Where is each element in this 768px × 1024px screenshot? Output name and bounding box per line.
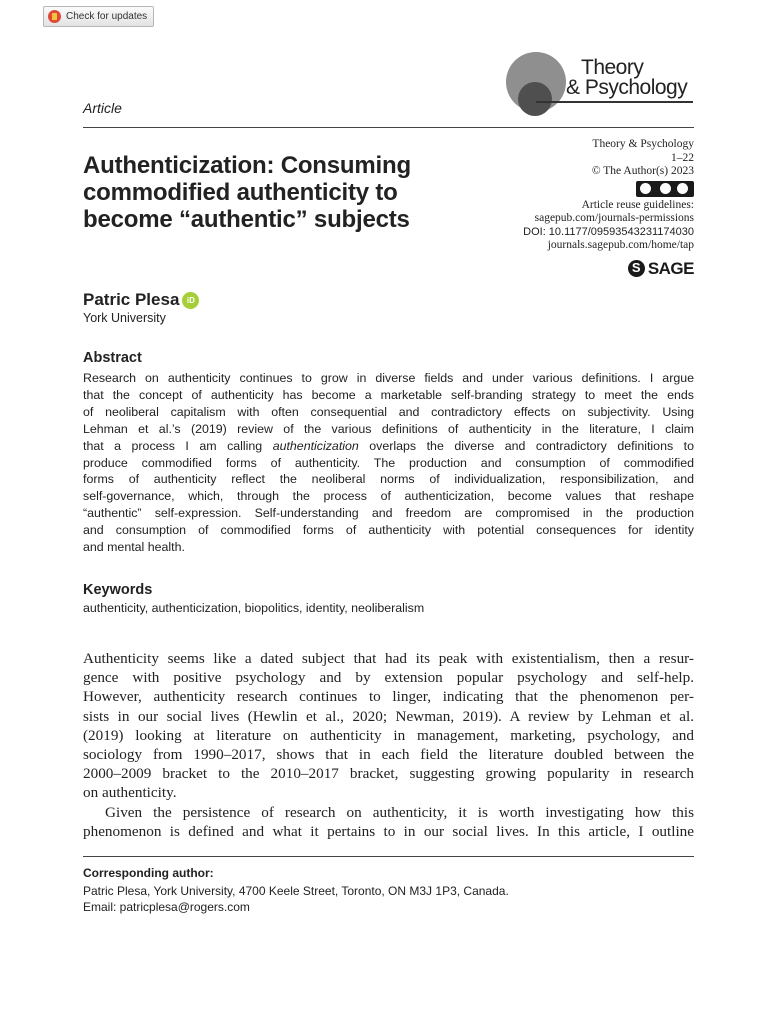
article-body	[83, 649, 694, 841]
body-line: Given the persistence of research on authenticity, it is worth investigating how this	[105, 803, 694, 821]
header-divider	[83, 127, 694, 128]
body-line: on authenticity.	[83, 784, 177, 802]
creative-commons-license-icon[interactable]	[636, 181, 694, 197]
abstract-line: produce commodified forms of authenticity. The production and consumption of commodified	[83, 455, 694, 470]
body-line: sists in our social lives (Hewlin et al., 2020; Newman, 2019). A review by Lehman et al.	[83, 707, 694, 725]
publication-metadata	[523, 138, 694, 282]
body-line: sociology from 1990–2017, shows that in each field the literature doubled between the	[83, 746, 694, 764]
abstract-line: self-governance, which, through the process of authenticization, become values that reshape	[83, 489, 694, 504]
body-line: (2019) looking at literature on authenticity in management, marketing, psychology, and	[83, 726, 694, 744]
abstract-line: Lehman et al.’s (2019) review of the various definitions of authenticity in the literature, I claim	[83, 421, 694, 436]
journal-home-link[interactable]: journals.sagepub.com/home/tap	[547, 239, 694, 251]
abstract-line: and mental health.	[83, 540, 185, 555]
logo-text-line2: & Psychology	[566, 76, 688, 99]
footnote-divider	[83, 856, 694, 857]
abstract-line: forms of authenticity reflect the neoliberal norms of individualization, responsibilization, and	[83, 472, 694, 487]
sage-icon	[628, 260, 645, 277]
reuse-guidelines-link[interactable]: sagepub.com/journals-permissions	[534, 212, 694, 224]
check-for-updates-label: Check for updates	[66, 11, 148, 22]
abstract-line: of neoliberal capitalism with often consequential and contradictory effects on subjectivity. Using	[83, 404, 694, 419]
title-line: commodified authenticity to	[83, 179, 398, 206]
keywords-heading: Keywords	[83, 582, 153, 598]
abstract-line: that a process I am calling authenticization overlaps the diverse and contradictory definitions to	[83, 438, 694, 453]
abstract-body	[83, 370, 694, 556]
keywords-list: authenticity, authenticization, biopolitics, identity, neoliberalism	[83, 601, 425, 615]
crossmark-icon	[48, 10, 61, 23]
sage-logo	[628, 259, 694, 279]
body-line: However, authenticity research continues to linger, indicating that the phenomenon per-	[83, 688, 694, 706]
logo-circle-small	[518, 82, 552, 116]
orcid-icon[interactable]: iD	[182, 292, 199, 309]
logo-text-line1: Theory	[581, 56, 644, 79]
body-line: 2000–2009 bracket to the 2010–2017 bracket, suggesting growing popularity in research	[83, 765, 694, 783]
corresponding-author-heading: Corresponding author:	[83, 866, 214, 880]
doi[interactable]: DOI: 10.1177/09593543231174030	[523, 225, 694, 238]
copyright: © The Author(s) 2023	[591, 165, 694, 177]
corresponding-author-email[interactable]: Email: patricplesa@rogers.com	[83, 900, 250, 914]
journal-name: Theory & Psychology	[592, 138, 694, 150]
article-title	[83, 152, 503, 233]
emphasized-term: authenticization	[272, 438, 359, 453]
title-line: become “authentic” subjects	[83, 206, 410, 233]
page-range: 1–22	[671, 151, 694, 164]
reuse-guidelines-label: Article reuse guidelines:	[581, 198, 694, 211]
abstract-line: Research on authenticity continues to grow in diverse fields and under various definitions. I argue	[83, 371, 694, 385]
author-affiliation: York University	[83, 311, 166, 325]
author-name: Patric Plesa	[83, 290, 180, 309]
article-type-label: Article	[83, 100, 122, 116]
body-line: gence with positive psychology and by extension popular psychology and self-help.	[83, 669, 694, 687]
abstract-heading: Abstract	[83, 350, 142, 366]
corresponding-author-address: Patric Plesa, York University, 4700 Keele Street, Toronto, ON M3J 1P3, Canada.	[83, 884, 509, 898]
corresponding-author-details	[83, 883, 509, 915]
title-line: Authenticization: Consuming	[83, 152, 411, 179]
body-line: Authenticity seems like a dated subject that had its peak with existentialism, then a resur-	[83, 650, 694, 667]
abstract-line: and consumption of commodified forms of authenticity with potential consequences for identity	[83, 523, 694, 538]
abstract-line: “authentic” self-expression. Self-understanding and freedom are compromised in the production	[83, 506, 694, 521]
author-name-row	[83, 290, 199, 310]
logo-underline	[536, 101, 693, 103]
abstract-line: that the concept of authenticity has become a marketable self-branding strategy to meet the ends	[83, 387, 694, 402]
check-for-updates-button[interactable]	[43, 6, 154, 27]
journal-logo	[506, 52, 696, 116]
sage-wordmark: SAGE	[647, 258, 694, 278]
body-line: phenomenon is defined and what it pertains to in our social lives. In this article, I outline	[83, 822, 694, 840]
